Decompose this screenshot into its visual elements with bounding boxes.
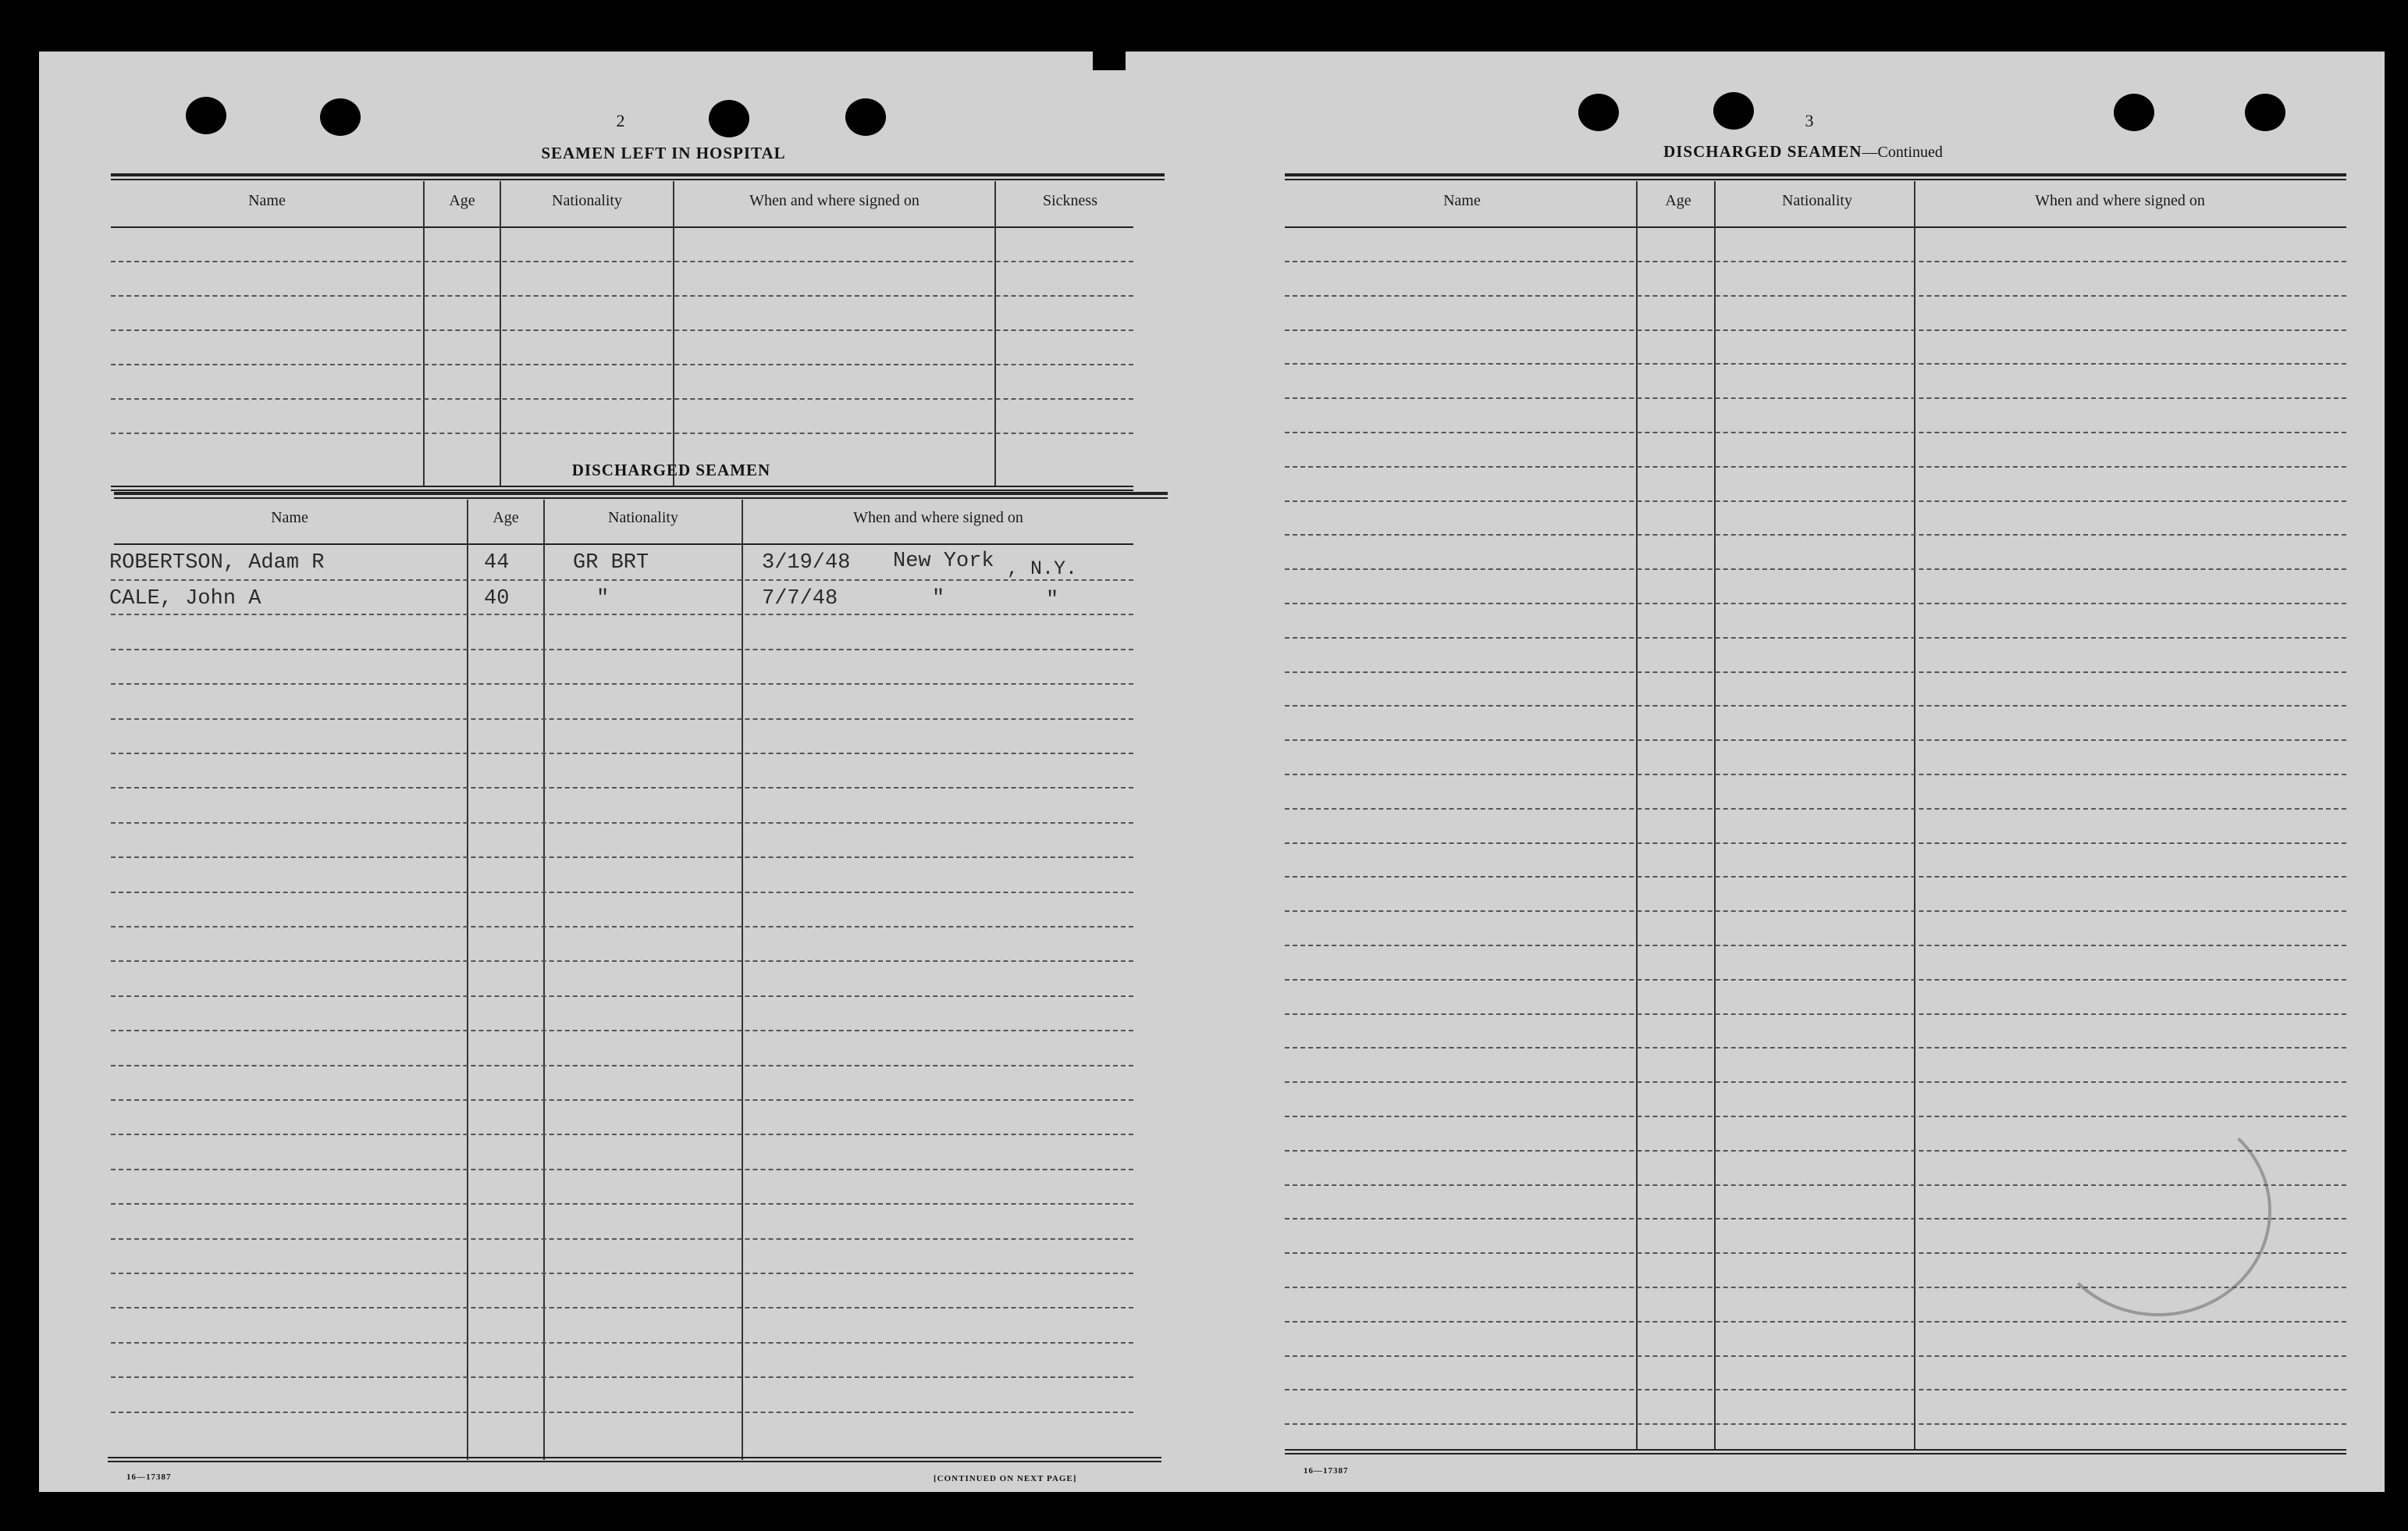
punch-hole: [2245, 94, 2285, 131]
form-number-right: 16—17387: [1304, 1466, 1349, 1476]
hospital-header-name: Name: [248, 192, 286, 209]
right-header-age: Age: [1665, 192, 1691, 209]
right-title-suffix: —Continued: [1862, 144, 1943, 161]
table-row-line: [111, 995, 1133, 997]
table-row-line: [1285, 603, 2346, 604]
table-row-line: [111, 1238, 1133, 1240]
table-row-line: [1285, 500, 2346, 502]
table-row-line: [1285, 568, 2346, 570]
discharged-header-name: Name: [271, 509, 308, 526]
section-rule: [114, 497, 1168, 499]
table-row-line: [1285, 705, 2346, 707]
table-row-line: [1285, 397, 2346, 399]
table-row-line: [1285, 1355, 2346, 1357]
punch-hole: [186, 97, 226, 134]
table-row-line: [1285, 534, 2346, 536]
table-row-line: [1285, 1321, 2346, 1323]
column-divider: [467, 500, 468, 1460]
discharged-header-signed-on: When and where signed on: [853, 509, 1023, 526]
hospital-header-nationality: Nationality: [552, 192, 622, 209]
table-row-line: [111, 718, 1133, 720]
punch-hole: [845, 98, 886, 136]
punch-hole: [1578, 94, 1619, 131]
right-section-title: [1585, 142, 2022, 162]
column-divider: [1714, 181, 1716, 1451]
table-row-line: [111, 1376, 1133, 1378]
table-row-line: [111, 579, 1133, 581]
header-rule: [1285, 226, 2346, 228]
continued-note: [CONTINUED ON NEXT PAGE]: [934, 1474, 1077, 1483]
discharged-signed-state: ": [1046, 589, 1059, 612]
section-rule: [111, 179, 1165, 180]
column-divider: [1636, 181, 1638, 1451]
table-row-line: [1285, 842, 2346, 844]
paper-tear: [1093, 47, 1126, 70]
discharged-age: 44: [484, 551, 510, 575]
table-row-line: [111, 1273, 1133, 1274]
table-row-line: [111, 649, 1133, 650]
table-row-line: [111, 398, 1133, 400]
right-title-main: DISCHARGED SEAMEN: [1663, 142, 1862, 161]
punch-hole: [320, 98, 361, 136]
table-row-line: [1285, 808, 2346, 810]
table-row-line: [1285, 1081, 2346, 1083]
section-rule: [111, 486, 1133, 487]
table-row-line: [111, 960, 1133, 962]
table-row-line: [111, 1169, 1133, 1170]
table-row-line: [1285, 910, 2346, 912]
discharged-signed-place: New York: [893, 550, 994, 573]
header-rule: [111, 226, 1133, 228]
discharged-nationality: GR BRT: [573, 551, 649, 575]
right-header-signed-on: When and where signed on: [2035, 192, 2205, 209]
section-rule: [114, 492, 1168, 495]
table-row-line: [111, 329, 1133, 331]
table-row-line: [1285, 774, 2346, 775]
table-row-line: [1285, 1423, 2346, 1425]
table-row-line: [111, 261, 1133, 262]
discharged-signed-place: ": [932, 587, 945, 611]
table-row-line: [1285, 979, 2346, 981]
bottom-rule: [1285, 1449, 2346, 1451]
table-row-line: [111, 926, 1133, 928]
form-number-left: 16—17387: [126, 1472, 172, 1482]
bottom-rule: [108, 1457, 1161, 1458]
table-row-line: [111, 683, 1133, 685]
column-divider: [500, 181, 501, 487]
table-row-line: [111, 892, 1133, 893]
section-rule: [111, 173, 1165, 176]
page-number-left: 2: [616, 111, 625, 130]
table-row-line: [111, 364, 1133, 365]
table-row-line: [111, 1307, 1133, 1308]
column-divider: [742, 500, 743, 1460]
discharged-signed-date: 7/7/48: [762, 587, 838, 611]
table-row-line: [111, 1030, 1133, 1031]
table-row-line: [111, 433, 1133, 434]
table-row-line: [1285, 329, 2346, 331]
table-row-line: [1285, 1013, 2346, 1015]
bottom-rule: [108, 1461, 1161, 1462]
column-divider: [1914, 181, 1915, 1451]
hospital-header-signed-on: When and where signed on: [749, 192, 919, 209]
discharged-age: 40: [484, 587, 510, 611]
table-row-line: [111, 1203, 1133, 1205]
table-row-line: [111, 787, 1133, 789]
table-row-line: [111, 295, 1133, 297]
punch-hole: [2114, 94, 2154, 131]
table-row-line: [1285, 876, 2346, 878]
table-row-line: [1285, 671, 2346, 673]
right-header-name: Name: [1443, 192, 1481, 209]
discharged-header-age: Age: [493, 509, 519, 526]
document-sheet: [39, 52, 2385, 1492]
table-row-line: [111, 753, 1133, 754]
table-row-line: [111, 1342, 1133, 1344]
table-row-line: [1285, 363, 2346, 365]
section-rule: [1285, 173, 2346, 176]
table-row-line: [1285, 1389, 2346, 1390]
discharged-nationality: ": [596, 587, 610, 611]
table-row-line: [1285, 261, 2346, 262]
page-number-right: 3: [1805, 111, 1814, 130]
column-divider: [423, 181, 425, 487]
table-row-line: [1285, 1047, 2346, 1049]
discharged-signed-date: 3/19/48: [762, 551, 851, 575]
discharged-name: ROBERTSON, Adam R: [109, 551, 325, 575]
right-header-nationality: Nationality: [1782, 192, 1852, 209]
section-rule: [1285, 179, 2346, 180]
table-row-line: [1285, 945, 2346, 946]
section-rule: [111, 490, 1133, 491]
hospital-section-title: SEAMEN LEFT IN HOSPITAL: [541, 144, 786, 162]
table-row-line: [1285, 432, 2346, 433]
header-rule: [114, 543, 1133, 545]
bottom-rule: [1285, 1453, 2346, 1454]
table-row-line: [1285, 739, 2346, 741]
table-row-line: [111, 614, 1133, 615]
column-divider: [543, 500, 545, 1460]
column-divider: [994, 181, 996, 487]
hospital-header-sickness: Sickness: [1043, 192, 1097, 209]
discharged-name: CALE, John A: [109, 587, 261, 611]
customs-stamp: [2045, 1106, 2271, 1316]
table-row-line: [111, 1065, 1133, 1066]
table-row-line: [111, 1134, 1133, 1135]
column-divider: [673, 181, 674, 487]
table-row-line: [111, 822, 1133, 824]
table-row-line: [111, 1099, 1133, 1101]
discharged-signed-state: , N.Y.: [1007, 557, 1078, 580]
punch-hole: [709, 100, 749, 137]
table-row-line: [111, 1412, 1133, 1413]
table-row-line: [1285, 466, 2346, 468]
table-row-line: [111, 856, 1133, 858]
hospital-header-age: Age: [449, 192, 475, 209]
table-row-line: [1285, 637, 2346, 639]
discharged-header-nationality: Nationality: [608, 509, 678, 526]
discharged-section-title: DISCHARGED SEAMEN: [571, 461, 771, 479]
punch-hole: [1713, 92, 1754, 130]
table-row-line: [1285, 295, 2346, 297]
